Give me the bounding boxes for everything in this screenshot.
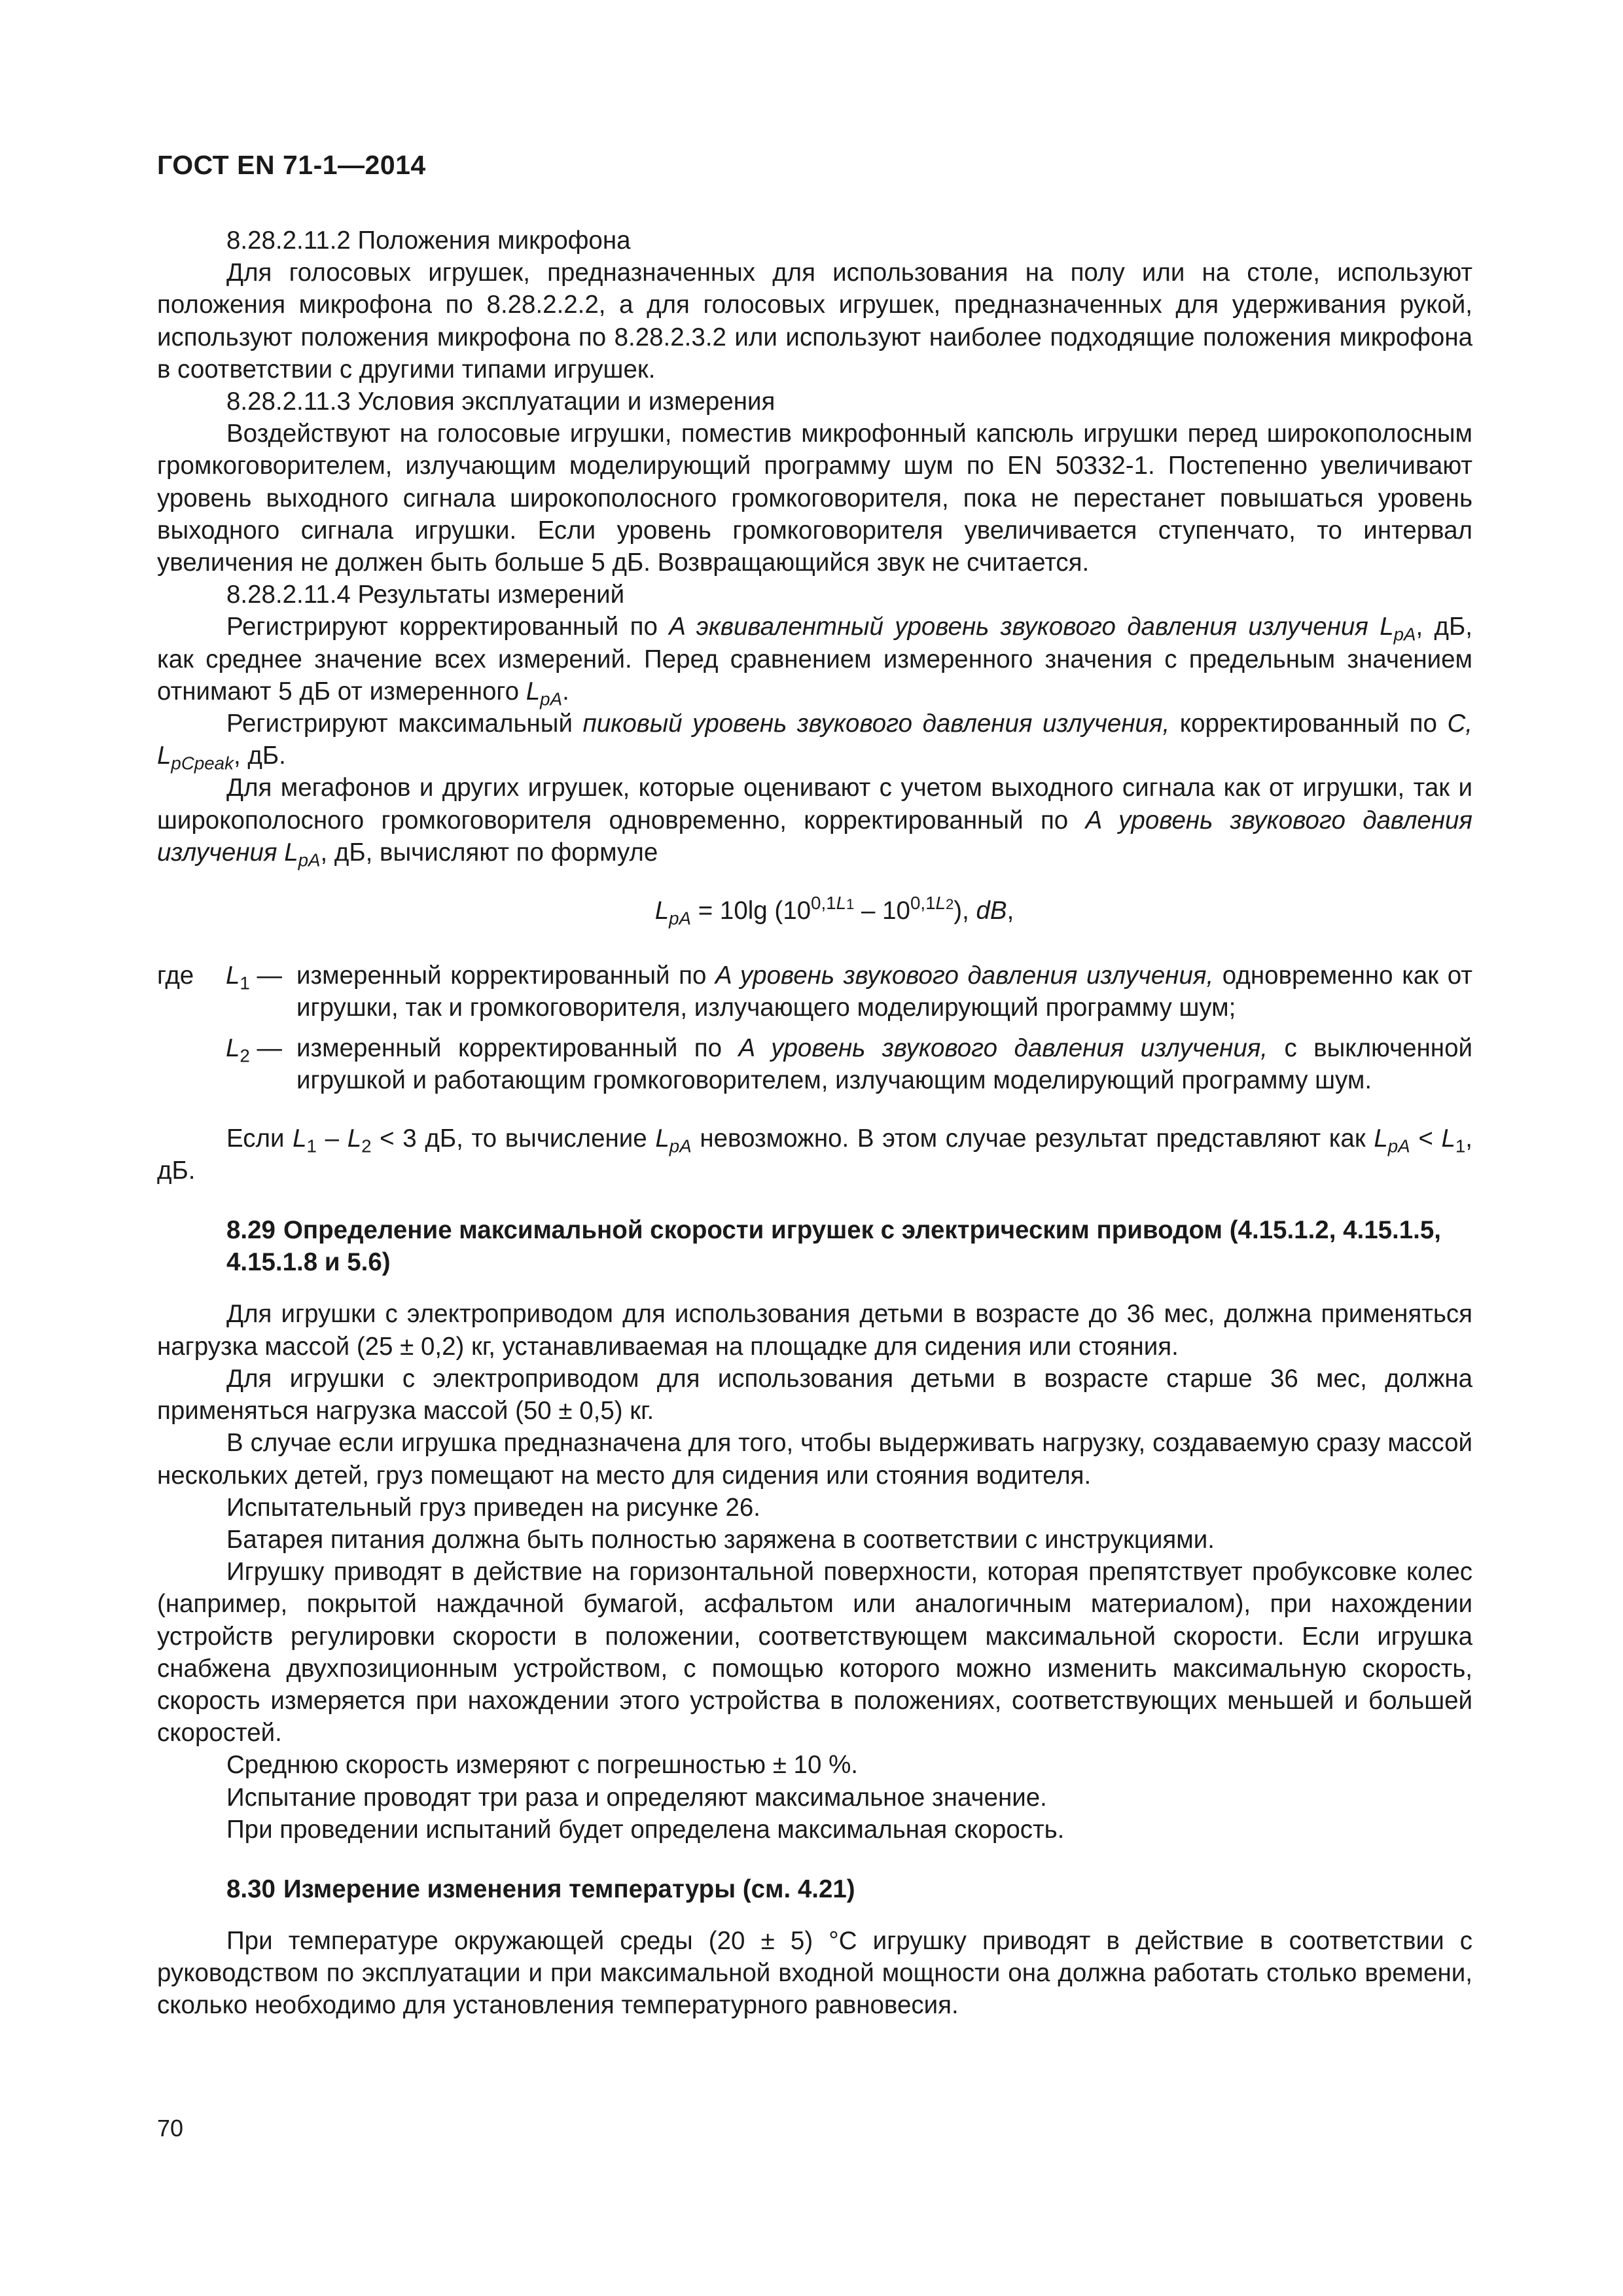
- paragraph: Игрушку приводят в действие на горизонтальной поверхности, которая препятствует пробуксовке колес (например, покрытой наждачной бумагой, асфальтом или аналогичным материалом), при нахождении устройств регулировки скорости в положении, соответствующем максимальной скорости. Если игрушка снабжена двухпозиционным устройством, с помощью которого можно изменить максимальную скорость, скорость измеряется при нахождении этого устройства в положениях, соответствующих меньшей и большей скоростей.: [157, 1558, 1472, 1748]
- paragraph: При температуре окружающей среды (20 ± 5) °С игрушку приводят в действие в соответствии с руководством по эксплуатации и при максимальной входной мощности она должна работать столько времени, сколько необходимо для установления температурного равновесия.: [157, 1926, 1472, 2020]
- document-page: [157, 0, 1472, 2296]
- paragraph: Для голосовых игрушек, предназначенных для использования на полу или на столе, используют положения микрофона по 8.28.2.2.2, а для голосовых игрушек, предназначенных для удерживания рукой, используют положения микрофона по 8.28.2.3.2 или используют наиболее подходящие положения микрофона в соответствии с другими типами игрушек.: [157, 259, 1472, 384]
- paragraph: Для мегафонов и других игрушек, которые оценивают с учетом выходного сигнала как от игрушки, так и широкополосного громкоговорителя одновременно, корректированный по A уровень звукового давления излучения $L_{pA}$, дБ, вычисляют по формуле: [157, 774, 1472, 870]
- paragraph: Воздействуют на голосовые игрушки, поместив микрофонный капсюль игрушки перед широкополосным громкоговорителем, излучающим моделирующий программу шум по EN 50332-1. Постепенно увеличивают уровень выходного сигнала широкополосного громкоговорителя, пока не перестанет повышаться уровень выходного сигнала игрушки. Если уровень громкоговорителя увеличивается ступенчато, то интервал увеличения не должен быть больше 5 дБ. Возвращающийся звук не считается.: [157, 420, 1472, 577]
- paragraph: Для игрушки с электроприводом для использования детьми в возрасте старше 36 мес, должна применяться нагрузка массой (50 ± 0,5) кг.: [157, 1364, 1472, 1426]
- paragraph: Для игрушки с электроприводом для использования детьми в возрасте до 36 мес, должна применяться нагрузка массой (25 ± 0,2) кг, устанавливаемая на площадке для сидения или стояния.: [157, 1300, 1472, 1361]
- paragraph: Регистрируют максимальный пиковый уровень звукового давления излучения, корректированный по C, $L_{pCpeak}$, дБ.: [157, 709, 1472, 774]
- subsection-title-8-28-2-11-3: 8.28.2.11.3 Условия эксплуатации и измерения: [226, 387, 776, 416]
- subsection-title-8-28-2-11-4: 8.28.2.11.4 Результаты измерений: [226, 581, 625, 609]
- paragraph: Регистрируют корректированный по A эквивалентный уровень звукового давления излучения $L_{pA}$, дБ, как среднее значение всех измерений. Перед сравнением измеренного значения с предельным значением отнимают 5 дБ от измеренного $L_{pA}$.: [157, 613, 1472, 709]
- where-row-l2: $L_2$ — измеренный корректированный по A уровень звукового давления излучения, с выключенной игрушкой и работающим громкоговорителем, излучающим моделирующий программу шум.: [226, 1033, 1472, 1094]
- paragraph: Испытательный груз приведен на рисунке 26.: [226, 1493, 760, 1522]
- paragraph: Испытание проводят три раза и определяют максимальное значение.: [226, 1783, 1047, 1812]
- paragraph: При проведении испытаний будет определена максимальная скорость.: [226, 1815, 1065, 1844]
- section-heading-8-29: 8.29 Определение максимальной скорости игрушек с электрическим приводом (4.15.1.2, 4.15.1.5, 4.15.1.8 и 5.6): [226, 1216, 1441, 1277]
- where-row-l1: где $L_1$ — измеренный корректированный по A уровень звукового давления излучения, одновременно как от игрушки, так и громкоговорителя, излучающего моделирующий программу шум;: [157, 961, 1472, 1022]
- paragraph: Если $L_1 - L_2 < 3$ дБ, то вычисление $L_{pA}$ невозможно. В этом случае результат представляют как $L_{pA} < L_1$, дБ.: [157, 1124, 1472, 1185]
- document-body: [157, 224, 1472, 2022]
- where-block: [157, 960, 1472, 1096]
- formula: $L_{pA} = 10\lg$ $(10^{0,1L1} - 10^{0,1L2})$, dB,: [654, 892, 1014, 929]
- section-heading-8-30: 8.30 Измерение изменения температуры (см. 4.21): [226, 1874, 855, 1903]
- page-number: 70: [157, 2115, 184, 2142]
- paragraph: Среднюю скорость измеряют с погрешностью ± 10 %.: [226, 1751, 859, 1780]
- paragraph: В случае если игрушка предназначена для того, чтобы выдерживать нагрузку, создаваемую сразу массой нескольких детей, груз помещают на место для сидения или стояния водителя.: [157, 1429, 1472, 1490]
- subsection-title-8-28-2-11-2: 8.28.2.11.2 Положения микрофона: [226, 226, 631, 255]
- document-header: ГОСТ EN 71-1—2014: [157, 150, 426, 180]
- paragraph: Батарея питания должна быть полностью заряжена в соответствии с инструкциями.: [226, 1525, 1215, 1554]
